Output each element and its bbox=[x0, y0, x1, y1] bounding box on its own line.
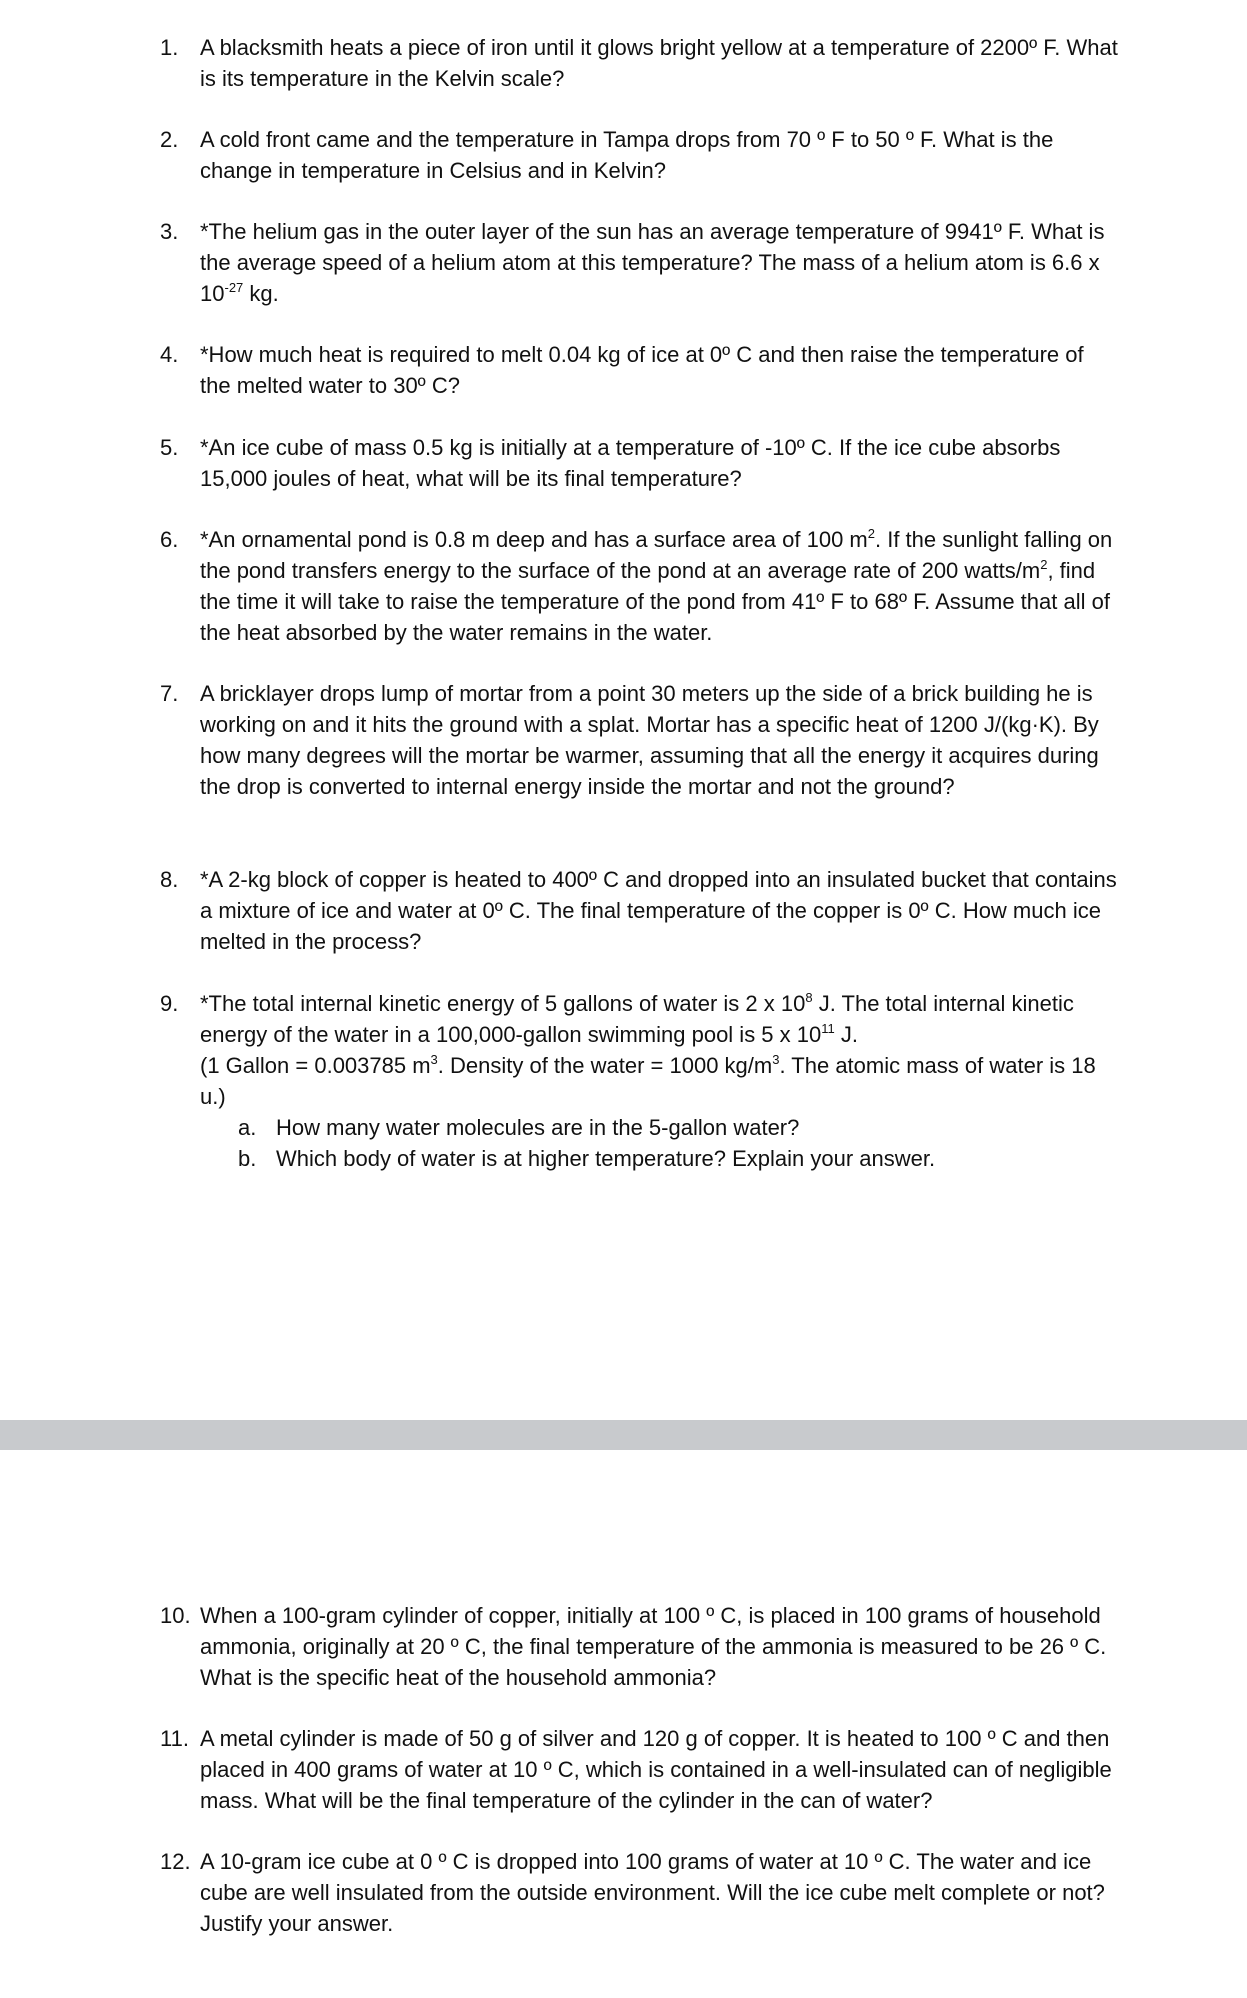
text-segment: J. The total internal kinetic energy of the water in a 100,000-gallon swimming pool is 5 x 10 bbox=[200, 991, 1074, 1047]
exponent: 2 bbox=[867, 525, 875, 541]
subpart-letter: b. bbox=[238, 1146, 257, 1171]
problem-text: A 10-gram ice cube at 0 º C is dropped into 100 grams of water at 10 º C. The water and ice cube are well insulated from the outside environment. Will the ice cube melt complete or not? Justify your answer. bbox=[200, 1849, 1105, 1936]
problem-number: 12. bbox=[160, 1849, 191, 1874]
subpart-b bbox=[238, 1143, 1120, 1174]
text-segment: (1 Gallon = 0.003785 m bbox=[200, 1053, 431, 1078]
text-segment: . The atomic mass of water is 18 u.) bbox=[200, 1053, 1096, 1109]
problem-8 bbox=[160, 864, 1120, 957]
problem-3 bbox=[160, 216, 1120, 309]
subpart-a bbox=[238, 1112, 1120, 1143]
exponent: 11 bbox=[821, 1020, 835, 1036]
text-segment: , find the time it will take to raise the temperature of the pond from 41º F to 68º F. Assume that all of the heat absorbed by the water remains in the water. bbox=[200, 558, 1110, 645]
text-segment: J. bbox=[834, 1022, 858, 1047]
problem-number: 8. bbox=[160, 867, 179, 892]
problem-7 bbox=[160, 678, 1120, 802]
problem-number: 1. bbox=[160, 35, 179, 60]
problem-4 bbox=[160, 339, 1120, 401]
exponent: -27 bbox=[224, 279, 244, 295]
problem-12 bbox=[160, 1846, 1120, 1939]
problem-2 bbox=[160, 124, 1120, 186]
text-segment: *An ornamental pond is 0.8 m deep and has a surface area of 100 m bbox=[200, 527, 868, 552]
exponent: 3 bbox=[430, 1051, 438, 1067]
problem-number: 2. bbox=[160, 127, 179, 152]
page-divider bbox=[0, 1420, 1247, 1450]
worksheet-page-2 bbox=[0, 1450, 1247, 1998]
problem-text: *A 2-kg block of copper is heated to 400º C and dropped into an insulated bucket that contains a mixture of ice and water at 0º C. The final temperature of the copper is 0º C. How much ice melted in the process? bbox=[200, 867, 1117, 954]
subpart-list bbox=[200, 1112, 1120, 1174]
text-segment: kg. bbox=[243, 281, 279, 306]
problem-text: A cold front came and the temperature in Tampa drops from 70 º F to 50 º F. What is the change in temperature in Celsius and in Kelvin? bbox=[200, 127, 1054, 183]
problem-text bbox=[200, 216, 1120, 309]
subpart-letter: a. bbox=[238, 1115, 257, 1140]
problem-number: 5. bbox=[160, 435, 179, 460]
problem-11 bbox=[160, 1723, 1120, 1816]
problem-9 bbox=[160, 988, 1120, 1174]
text-segment: . If the sunlight falling on the pond transfers energy to the surface of the pond at an average rate of 200 watts/m bbox=[200, 527, 1113, 583]
problem-number: 4. bbox=[160, 342, 179, 367]
problem-number: 3. bbox=[160, 219, 179, 244]
problem-number: 6. bbox=[160, 527, 179, 552]
problem-number: 9. bbox=[160, 991, 179, 1016]
problem-text: A blacksmith heats a piece of iron until it glows bright yellow at a temperature of 2200º F. What is its temperature in the Kelvin scale? bbox=[200, 35, 1118, 91]
problem-1 bbox=[160, 32, 1120, 94]
text-segment: *The helium gas in the outer layer of the sun has an average temperature of 9941º F. What is the average speed of a helium atom at this temperature? The mass of a helium atom is 6.6 x 10 bbox=[200, 219, 1105, 306]
subpart-text: How many water molecules are in the 5-gallon water? bbox=[276, 1115, 800, 1140]
problem-text: A metal cylinder is made of 50 g of silver and 120 g of copper. It is heated to 100 º C and then placed in 400 grams of water at 10 º C, which is contained in a well-insulated can of negligible mass. What will be the final temperature of the cylinder in the can of water? bbox=[200, 1726, 1112, 1813]
problem-5 bbox=[160, 432, 1120, 494]
subpart-text: Which body of water is at higher temperature? Explain your answer. bbox=[276, 1146, 936, 1171]
text-segment: . Density of the water = 1000 kg/m bbox=[437, 1053, 773, 1078]
problem-note bbox=[200, 1050, 1120, 1112]
problem-number: 11. bbox=[160, 1726, 189, 1751]
problem-number: 10. bbox=[160, 1603, 191, 1628]
text-segment: *The total internal kinetic energy of 5 gallons of water is 2 x 10 bbox=[200, 991, 806, 1016]
problem-6 bbox=[160, 524, 1120, 648]
problem-text: *How much heat is required to melt 0.04 kg of ice at 0º C and then raise the temperature of the melted water to 30º C? bbox=[200, 342, 1084, 398]
exponent: 3 bbox=[772, 1051, 780, 1067]
problem-text: A bricklayer drops lump of mortar from a point 30 meters up the side of a brick building he is working on and it hits the ground with a splat. Mortar has a specific heat of 1200 J/(kg·K). By how many degrees will the mortar be warmer, assuming that all the energy it acquires during the drop is converted to internal energy inside the mortar and not the ground? bbox=[200, 681, 1099, 799]
problem-text bbox=[200, 524, 1120, 648]
problem-text bbox=[200, 988, 1120, 1050]
problem-text: When a 100-gram cylinder of copper, initially at 100 º C, is placed in 100 grams of household ammonia, originally at 20 º C, the final temperature of the ammonia is measured to be 26 º C. What is the specific heat of the household ammonia? bbox=[200, 1603, 1107, 1690]
problem-number: 7. bbox=[160, 681, 179, 706]
exponent: 8 bbox=[805, 989, 813, 1005]
problem-text: *An ice cube of mass 0.5 kg is initially at a temperature of -10º C. If the ice cube absorbs 15,000 joules of heat, what will be its final temperature? bbox=[200, 435, 1061, 491]
problem-10 bbox=[160, 1600, 1120, 1693]
exponent: 2 bbox=[1040, 556, 1048, 572]
